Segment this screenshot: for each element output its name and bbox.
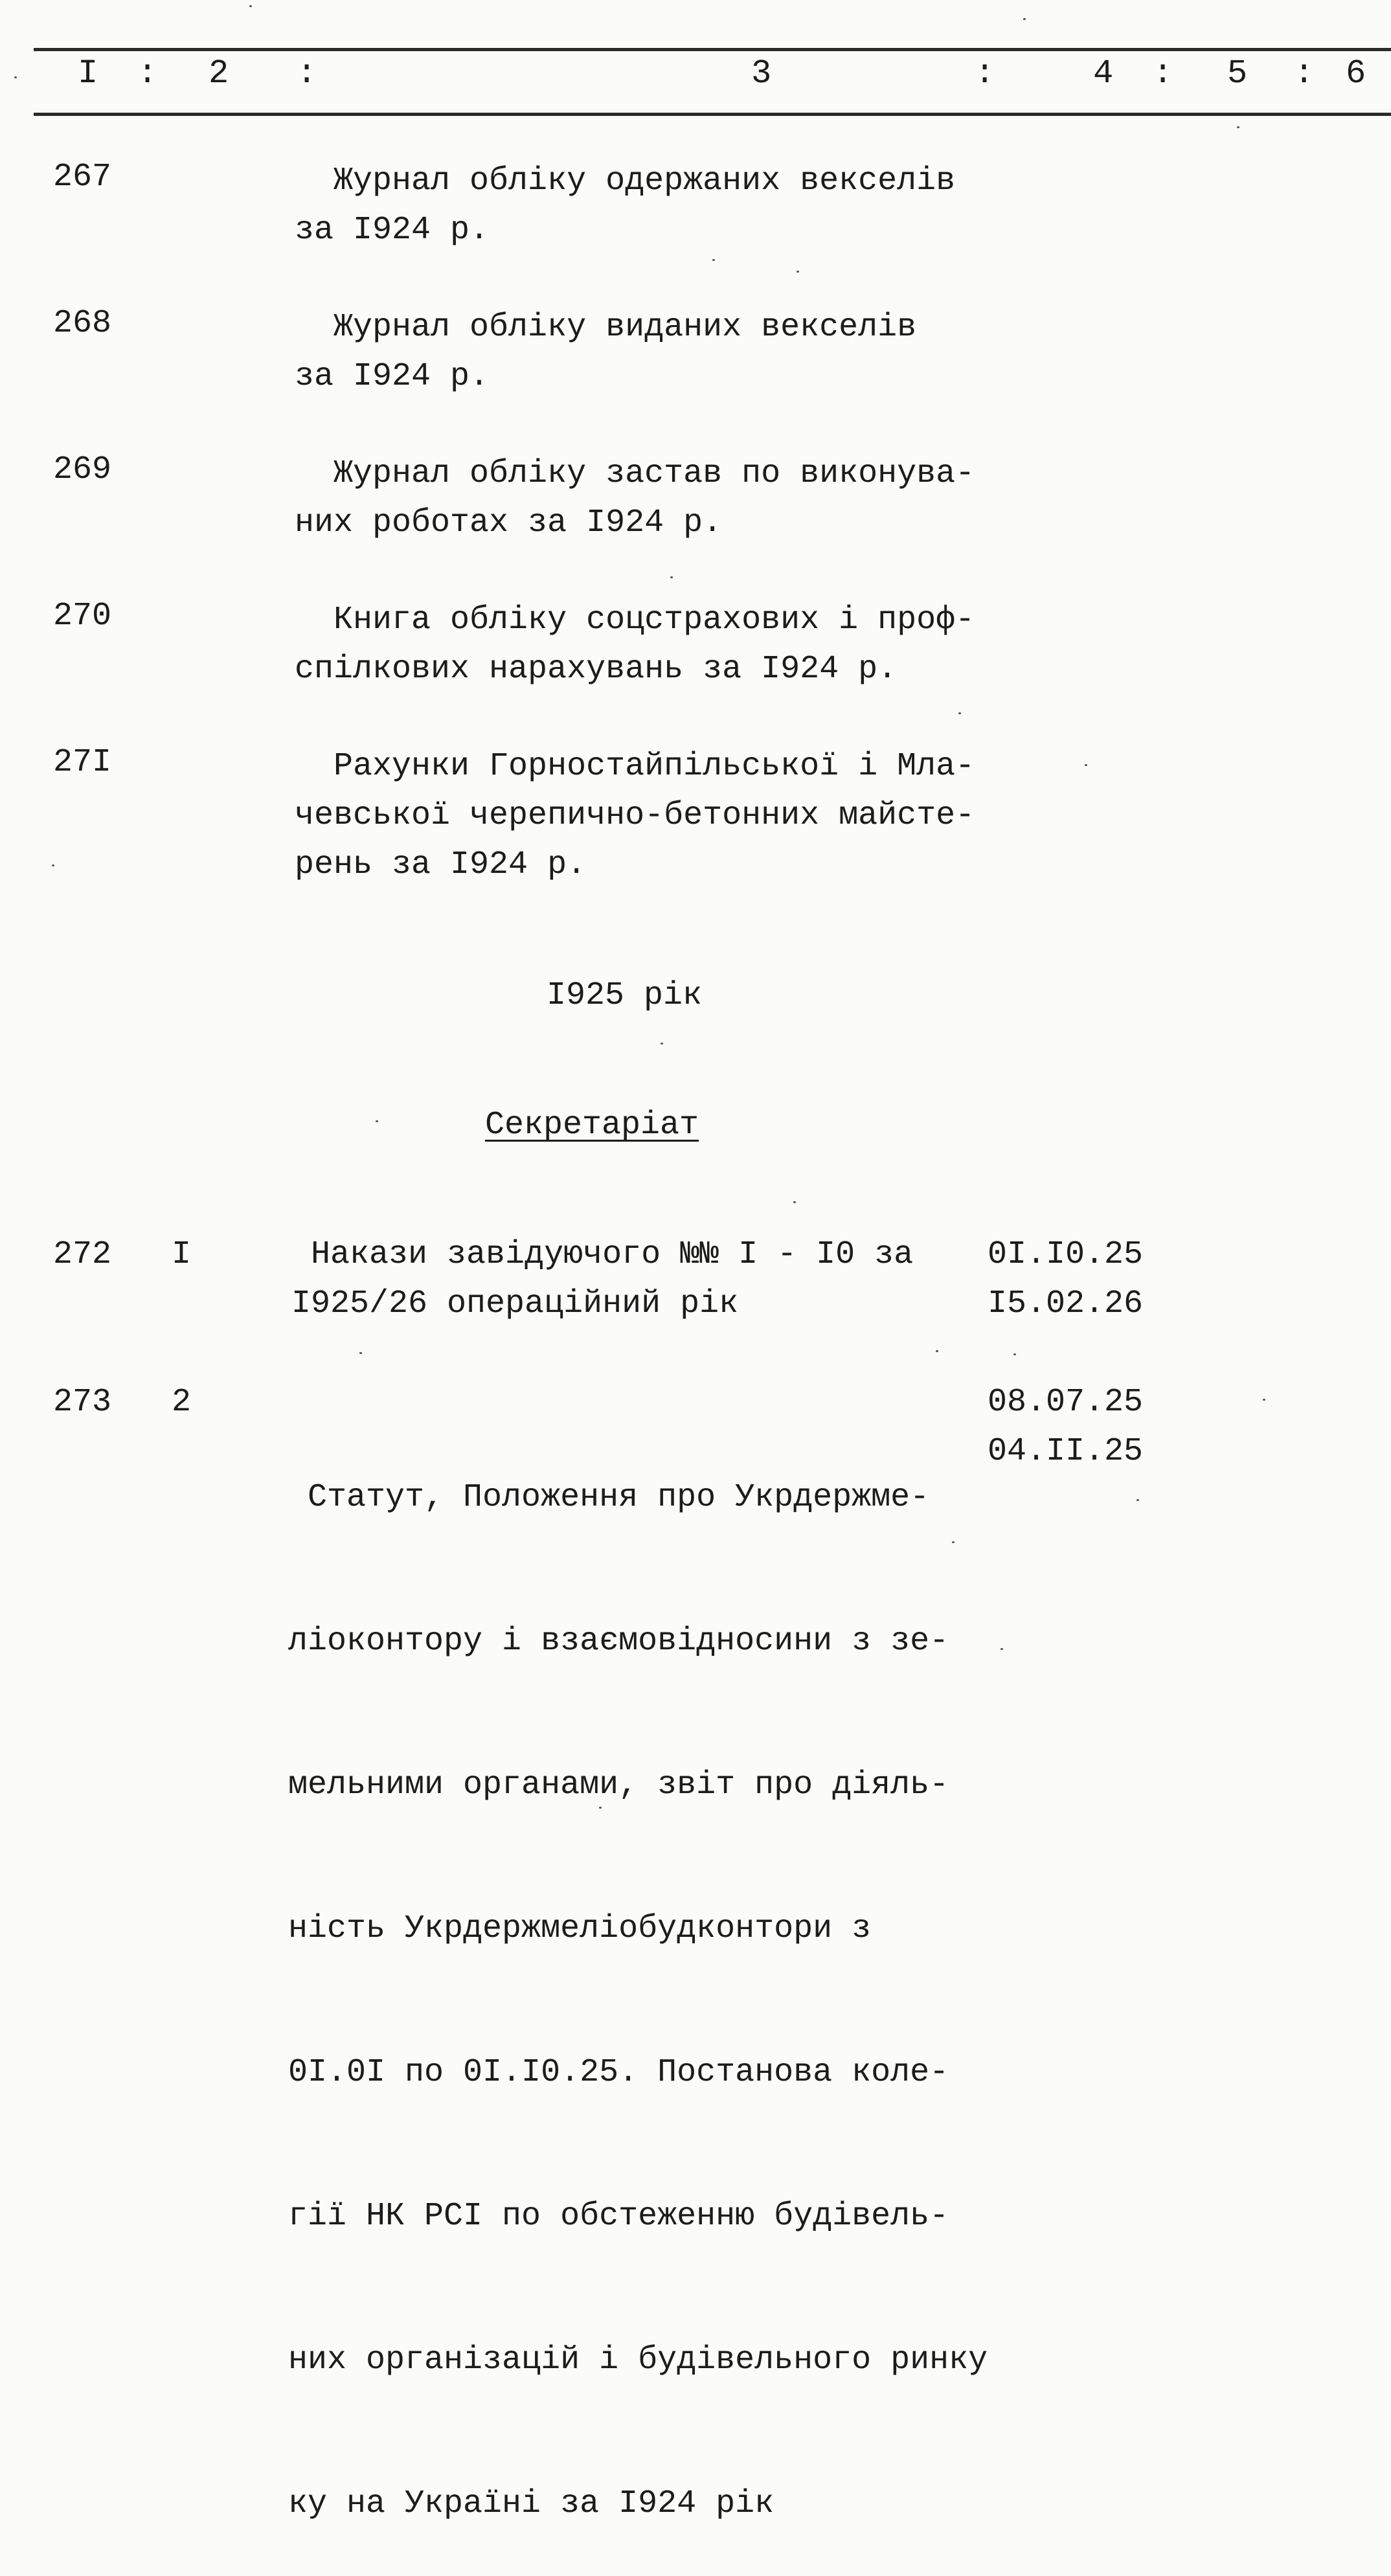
scan-speck (14, 76, 17, 78)
record-title-line: Журнал обліку одержаних векселів (295, 163, 956, 199)
record-item-number: I (172, 1236, 192, 1273)
record-number: 268 (53, 305, 112, 342)
record-title-line: гії НК РСІ по обстеженню будівель- (288, 2198, 949, 2235)
scan-speck (793, 1201, 796, 1203)
record-title-line: спілкових нарахувань за І924 р. (295, 651, 898, 688)
header-col-6: 6 (1346, 54, 1366, 93)
record-date-end: I5.02.26 (988, 1285, 1144, 1322)
header-top-rule (34, 48, 1391, 51)
record-date-start: 0I.I0.25 (988, 1236, 1144, 1273)
header-sep-1: : (137, 54, 158, 93)
header-sep-2: : (297, 54, 317, 93)
header-col-1: I (78, 54, 98, 93)
header-col-3: 3 (751, 54, 772, 93)
header-col-2: 2 (209, 54, 229, 93)
record-title-line: 0I.0I по 0I.I0.25. Постанова коле- (288, 2054, 949, 2091)
record-title-line: рень за І924 р. (295, 846, 587, 883)
record-title-line: них організацій і будівельного ринку (288, 2342, 988, 2378)
scan-speck (359, 1352, 362, 1354)
scan-speck (599, 1807, 602, 1809)
record-title (288, 1378, 988, 2576)
record-title-line: ліоконтору і взаємовідносини з зе- (288, 1623, 949, 1660)
scan-speck (52, 864, 54, 866)
record-title (291, 1230, 913, 1329)
record-title-line: них роботах за І924 р. (295, 504, 723, 541)
record-item-number: 2 (172, 1384, 192, 1421)
record-title-line: мельними органами, звіт про діяль- (288, 1767, 949, 1803)
record-title (295, 157, 955, 255)
record-title (295, 303, 916, 401)
record-title (295, 596, 975, 694)
scan-speck (1001, 1648, 1003, 1650)
record-dates (988, 1230, 1143, 1329)
header-col-5: 5 (1227, 54, 1248, 93)
scan-speck (797, 271, 799, 273)
section-heading-text: Секретаріат (484, 1107, 699, 1144)
scan-speck (670, 576, 673, 578)
scan-speck (936, 1350, 938, 1352)
header-sep-4: : (1153, 54, 1173, 93)
scan-speck (1013, 1353, 1016, 1355)
scan-speck (1237, 126, 1239, 128)
record-title-line: ку на Україні за І924 рік (288, 2485, 775, 2522)
scan-speck (661, 1043, 663, 1045)
record-number: 272 (53, 1236, 112, 1273)
record-number: 269 (53, 451, 112, 488)
record-title-line: ність Укрдержмеліобудконтори з (288, 1910, 872, 1947)
scan-speck (376, 1120, 378, 1122)
record-title (295, 742, 975, 890)
scan-speck (958, 712, 961, 714)
record-title-line: Накази завідуючого №№ I - I0 за (291, 1236, 914, 1273)
record-title-line: I925/26 операційний рік (291, 1285, 739, 1322)
header-sep-5: : (1294, 54, 1315, 93)
record-title-line: за І924 р. (295, 212, 490, 249)
scan-speck (1263, 1399, 1265, 1401)
record-title-line: Книга обліку соцстрахових і проф- (295, 602, 975, 638)
scan-speck (1137, 1499, 1139, 1501)
scan-speck (712, 259, 715, 261)
record-title-line: Рахунки Горностайпільської і Мла- (295, 748, 975, 785)
record-title (295, 449, 975, 548)
scan-speck (1023, 18, 1026, 20)
record-title-line: за І924 р. (295, 358, 490, 395)
record-title-line: Журнал обліку застав по виконува- (295, 455, 975, 492)
record-title-line: Статут, Положення про Укрдержме- (288, 1479, 930, 1516)
record-number: 273 (53, 1384, 112, 1421)
year-heading: I925 рік (546, 977, 703, 1014)
section-heading (0, 1101, 1287, 1150)
header-bottom-rule (34, 113, 1391, 116)
record-title-line: чевської черепично-бетонних майсте- (295, 797, 975, 834)
header-sep-3: : (975, 54, 995, 93)
scan-speck (1085, 764, 1087, 766)
record-date-start: 08.07.25 (988, 1384, 1144, 1421)
scan-speck (249, 5, 252, 7)
scan-speck (952, 1541, 955, 1543)
record-dates (988, 1378, 1143, 1476)
header-col-4: 4 (1093, 54, 1114, 93)
record-date-end: 04.II.25 (988, 1433, 1144, 1470)
record-number: 27I (53, 744, 112, 781)
record-number: 267 (53, 159, 112, 196)
record-number: 270 (53, 598, 112, 635)
record-title-line: Журнал обліку виданих векселів (295, 309, 917, 346)
